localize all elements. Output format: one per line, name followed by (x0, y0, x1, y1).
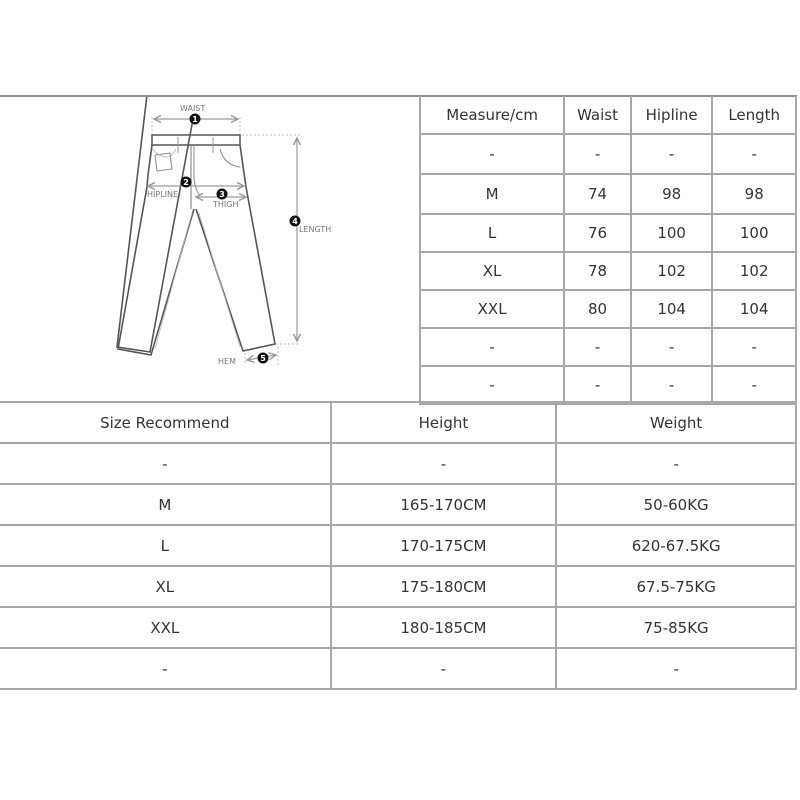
hipline-cell: 104 (631, 290, 713, 328)
table-header-row (0, 402, 796, 443)
header-size-recommend: Size Recommend (0, 402, 331, 443)
length-cell: 100 (712, 214, 796, 252)
size-cell: - (0, 648, 331, 689)
size-cell: L (0, 525, 331, 566)
waist-cell: 78 (564, 252, 631, 290)
thigh-label: THIGH (213, 200, 239, 209)
size-cell: M (0, 484, 331, 525)
table-row (420, 134, 796, 174)
hipline-cell: - (631, 366, 713, 404)
header-hipline: Hipline (631, 96, 713, 134)
weight-cell: 50-60KG (556, 484, 796, 525)
size-recommend-table (0, 401, 797, 690)
hipline-cell: 98 (631, 174, 713, 214)
size-cell: M (420, 174, 564, 214)
waist-cell: 76 (564, 214, 631, 252)
length-cell: - (712, 134, 796, 174)
length-label: LENGTH (299, 225, 332, 234)
table-row (0, 443, 796, 484)
svg-text:3: 3 (219, 190, 225, 199)
table-row (0, 484, 796, 525)
size-cell: - (420, 328, 564, 366)
height-cell: - (331, 443, 557, 484)
svg-text:1: 1 (192, 115, 198, 124)
length-cell: - (712, 328, 796, 366)
height-cell: 170-175CM (331, 525, 557, 566)
hipline-cell: - (631, 328, 713, 366)
svg-text:4: 4 (292, 217, 298, 226)
weight-cell: 67.5-75KG (556, 566, 796, 607)
table-row (420, 252, 796, 290)
table-row (420, 214, 796, 252)
height-cell: 165-170CM (331, 484, 557, 525)
pants-outline-icon (0, 97, 419, 401)
svg-text:5: 5 (260, 354, 266, 363)
size-cell: - (420, 366, 564, 404)
length-cell: 102 (712, 252, 796, 290)
height-cell: - (331, 648, 557, 689)
header-height: Height (331, 402, 557, 443)
table-row (420, 290, 796, 328)
header-weight: Weight (556, 402, 796, 443)
height-cell: 180-185CM (331, 607, 557, 648)
table-row (420, 328, 796, 366)
waist-cell: - (564, 134, 631, 174)
table-row (0, 648, 796, 689)
table-row (420, 174, 796, 214)
hipline-cell: 102 (631, 252, 713, 290)
table-header-row (420, 96, 796, 134)
size-cell: - (0, 443, 331, 484)
waist-cell: 74 (564, 174, 631, 214)
hipline-label: HIPLINE (147, 190, 179, 199)
length-cell: 104 (712, 290, 796, 328)
size-cell: XXL (0, 607, 331, 648)
waist-cell: - (564, 366, 631, 404)
pants-measurement-diagram (0, 97, 419, 401)
header-length: Length (712, 96, 796, 134)
weight-cell: 75-85KG (556, 607, 796, 648)
length-cell: 98 (712, 174, 796, 214)
svg-text:2: 2 (183, 178, 189, 187)
length-cell: - (712, 366, 796, 404)
size-cell: XL (0, 566, 331, 607)
size-cell: XXL (420, 290, 564, 328)
table-row (0, 607, 796, 648)
table-row (0, 525, 796, 566)
hipline-cell: 100 (631, 214, 713, 252)
size-cell: L (420, 214, 564, 252)
waist-cell: - (564, 328, 631, 366)
table-row (0, 566, 796, 607)
header-measure: Measure/cm (420, 96, 564, 134)
weight-cell: - (556, 648, 796, 689)
size-cell: - (420, 134, 564, 174)
measurement-table (419, 96, 797, 405)
size-cell: XL (420, 252, 564, 290)
hem-label: HEM (218, 357, 236, 366)
weight-cell: 620-67.5KG (556, 525, 796, 566)
table-row (420, 366, 796, 404)
weight-cell: - (556, 443, 796, 484)
height-cell: 175-180CM (331, 566, 557, 607)
waist-label: WAIST (180, 104, 206, 113)
hipline-cell: - (631, 134, 713, 174)
header-waist: Waist (564, 96, 631, 134)
waist-cell: 80 (564, 290, 631, 328)
